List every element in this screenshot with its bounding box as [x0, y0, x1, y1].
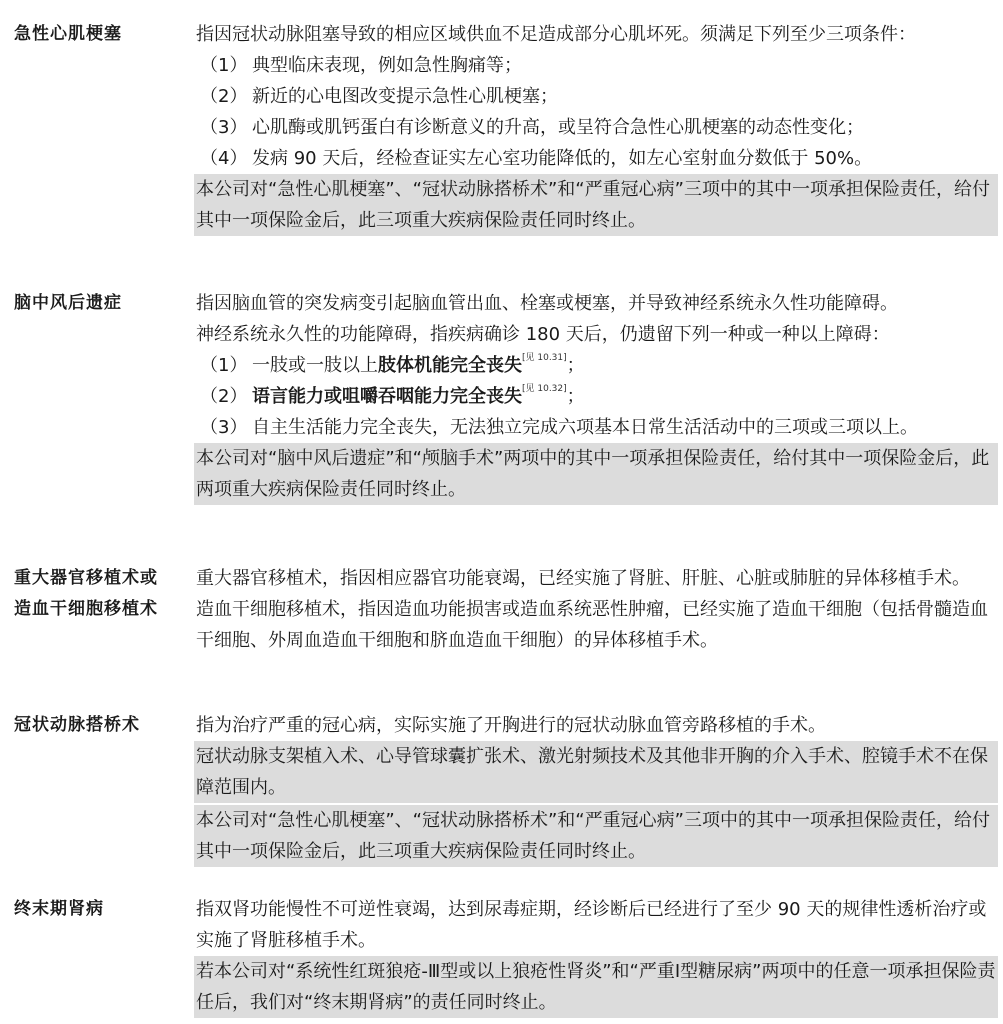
item-number: （3） [200, 417, 248, 438]
item-text: 自主生活能力完全丧失，无法独立完成六项基本日常生活活动中的三项或三项以上。 [252, 417, 918, 438]
term-title: 脑中风后遗症 [14, 293, 122, 313]
list-item [196, 412, 996, 443]
highlighted-clause: 本公司对“急性心肌梗塞”、“冠状动脉搭桥术”和“严重冠心病”三项中的其中一项承担保险责任，给付其中一项保险金后，此三项重大疾病保险责任同时终止。 [196, 805, 996, 867]
list-item [196, 50, 996, 81]
definition-text: 指双肾功能慢性不可逆性衰竭，达到尿毒症期，经诊断后已经进行了至少 90 天的规律性透析治疗或实施了肾脏移植手术。 [196, 899, 987, 951]
item-number: （4） [200, 148, 248, 169]
definition-text: 指因冠状动脉阻塞导致的相应区域供血不足造成部分心肌坏死。须满足下列至少三项条件： [196, 24, 916, 45]
item-text: 典型临床表现，例如急性胸痛等； [252, 55, 522, 76]
term-title: 急性心肌梗塞 [14, 24, 122, 44]
term-body [196, 894, 996, 1018]
highlighted-clause: 本公司对“脑中风后遗症”和“颅脑手术”两项中的其中一项承担保险责任，给付其中一项保险金后，此两项重大疾病保险责任同时终止。 [196, 443, 996, 505]
definition-text: 造血干细胞移植术，指因造血功能损害或造血系统恶性肿瘤，已经实施了造血干细胞（包括骨髓造血干细胞、外周血造血干细胞和脐血造血干细胞）的异体移植手术。 [196, 599, 988, 651]
term-body [196, 288, 996, 505]
definition-text: 指为治疗严重的冠心病，实际实施了开胸进行的冠状动脉血管旁路移植的手术。 [196, 715, 826, 736]
item-text [252, 350, 996, 381]
definition-text: 指因脑血管的突发病变引起脑血管出血、栓塞或梗塞，并导致神经系统永久性功能障碍。 [196, 293, 898, 314]
term-title: 冠状动脉搭桥术 [14, 715, 140, 735]
item-text [252, 381, 996, 412]
term-title: 终末期肾病 [14, 899, 104, 919]
item-text: 新近的心电图改变提示急性心肌梗塞； [252, 86, 558, 107]
reference-note[interactable]: [见 10.32] [522, 384, 567, 394]
term-body [196, 563, 996, 656]
list-item [196, 112, 996, 143]
term-title: 重大器官移植术或造血干细胞移植术 [14, 568, 158, 619]
highlighted-clause: 若本公司对“系统性红斑狼疮-Ⅲ型或以上狼疮性肾炎”和“严重Ⅰ型糖尿病”两项中的任意一项承担保险责任后，我们对“终末期肾病”的责任同时终止。 [196, 956, 996, 1018]
highlighted-clause: 冠状动脉支架植入术、心导管球囊扩张术、激光射频技术及其他非开胸的介入手术、腔镜手术不在保障范围内。 [196, 741, 996, 803]
item-text-prefix: 一肢或一肢以上 [252, 355, 378, 376]
item-number: （1） [200, 355, 248, 376]
item-number: （2） [200, 386, 248, 407]
term-body [196, 710, 996, 867]
definition-text: 重大器官移植术，指因相应器官功能衰竭，已经实施了肾脏、肝脏、心脏或肺脏的异体移植手术。 [196, 568, 970, 589]
term-body [196, 19, 996, 236]
item-text: 心肌酶或肌钙蛋白有诊断意义的升高，或呈符合急性心肌梗塞的动态性变化； [252, 117, 864, 138]
reference-note[interactable]: [见 10.31] [522, 353, 567, 363]
item-number: （3） [200, 117, 248, 138]
list-item [196, 143, 996, 174]
list-item [196, 81, 996, 112]
bold-term: 语言能力或咀嚼吞咽能力完全丧失 [252, 386, 522, 407]
item-text-suffix: ； [566, 355, 585, 376]
definition-text: 神经系统永久性的功能障碍，指疾病确诊 180 天后，仍遗留下列一种或一种以上障碍： [196, 324, 890, 345]
highlighted-clause: 本公司对“急性心肌梗塞”、“冠状动脉搭桥术”和“严重冠心病”三项中的其中一项承担保险责任，给付其中一项保险金后，此三项重大疾病保险责任同时终止。 [196, 174, 996, 236]
bold-term: 肢体机能完全丧失 [378, 355, 522, 376]
list-item [196, 350, 996, 381]
item-number: （1） [200, 55, 248, 76]
item-text: 发病 90 天后，经检查证实左心室功能降低的，如左心室射血分数低于 50%。 [252, 148, 873, 169]
item-number: （2） [200, 86, 248, 107]
item-text-suffix: ； [566, 386, 585, 407]
list-item [196, 381, 996, 412]
